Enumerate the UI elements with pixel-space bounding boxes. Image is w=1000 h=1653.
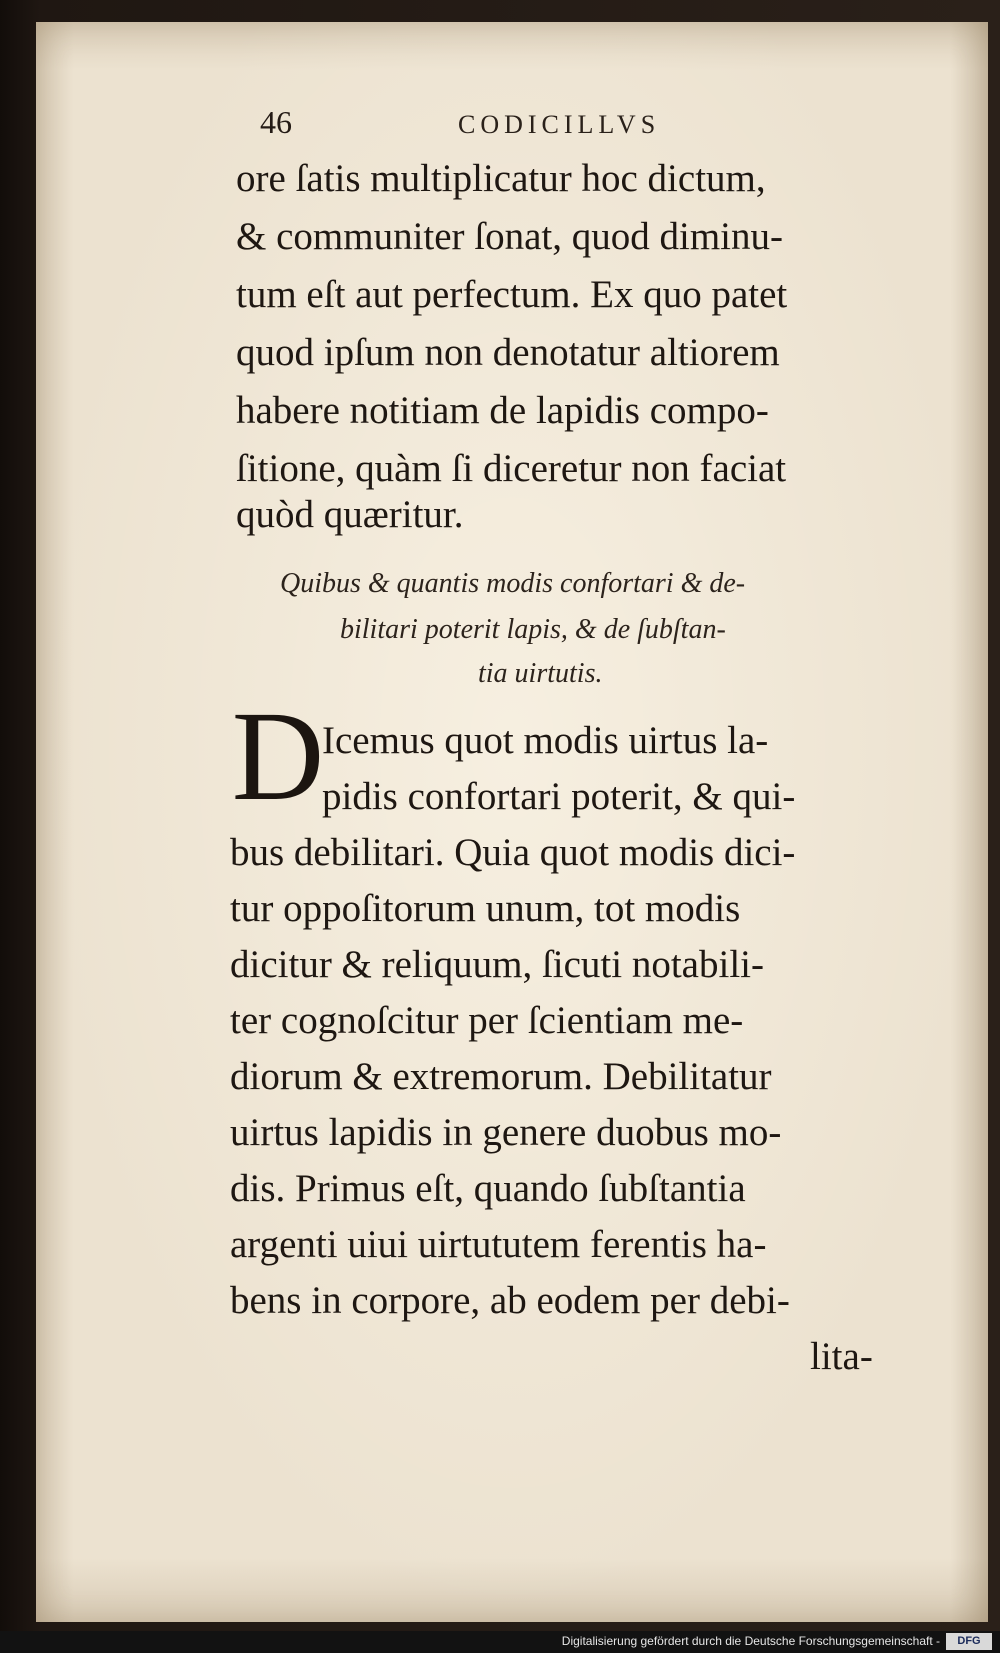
text-line: pidis confortari poterit, & qui- [322,775,796,818]
text-line: dicitur & reliquum, ſicuti notabili- [230,943,764,986]
page-header [226,104,746,150]
heading-line: bilitari poterit lapis, & de ſubſtan- [340,614,726,645]
text-line: tur oppoſitorum unum, tot modis [230,887,741,930]
text-line: diorum & extremorum. Debilitatur [230,1055,772,1098]
running-title: CODICILLVS [458,110,661,139]
dfg-logo: DFG [946,1633,992,1650]
text-line: quòd quæritur. [236,493,464,536]
text-line: habere notitiam de lapidis compo- [236,389,769,432]
text-line: uirtus lapidis in genere duobus mo- [230,1111,782,1154]
text-line: bus debilitari. Quia quot modis dici- [230,831,796,874]
heading-line: Quibus & quantis modis confortari & de- [280,568,746,599]
text-line: quod ipſum non denotatur altiorem [236,331,780,374]
text-line: ore ſatis multiplicatur hoc dictum, [236,157,766,200]
text-line: ſitione, quàm ſi diceretur non faciat [236,447,787,490]
drop-cap-initial: D [231,685,325,827]
digitization-credit: Digitalisierung gefördert durch die Deutsche Forschungsgemeinschaft - [561,1634,940,1648]
catchword: lita- [810,1335,873,1378]
text-line: tum eſt aut perfectum. Ex quo patet [236,273,788,316]
text-line: bens in corpore, ab eodem per debi- [230,1279,790,1322]
text-line: dis. Primus eſt, quando ſubſtantia [230,1167,746,1210]
text-line: & communiter ſonat, quod diminu- [236,215,784,258]
text-line: argenti uiui uirtututem ferentis ha- [230,1223,767,1266]
text-line: ter cognoſcitur per ſcientiam me- [230,999,744,1042]
page-number: 46 [260,104,292,140]
heading-line: tia uirtutis. [478,658,603,689]
text-line: Icemus quot modis uirtus la- [322,719,769,762]
